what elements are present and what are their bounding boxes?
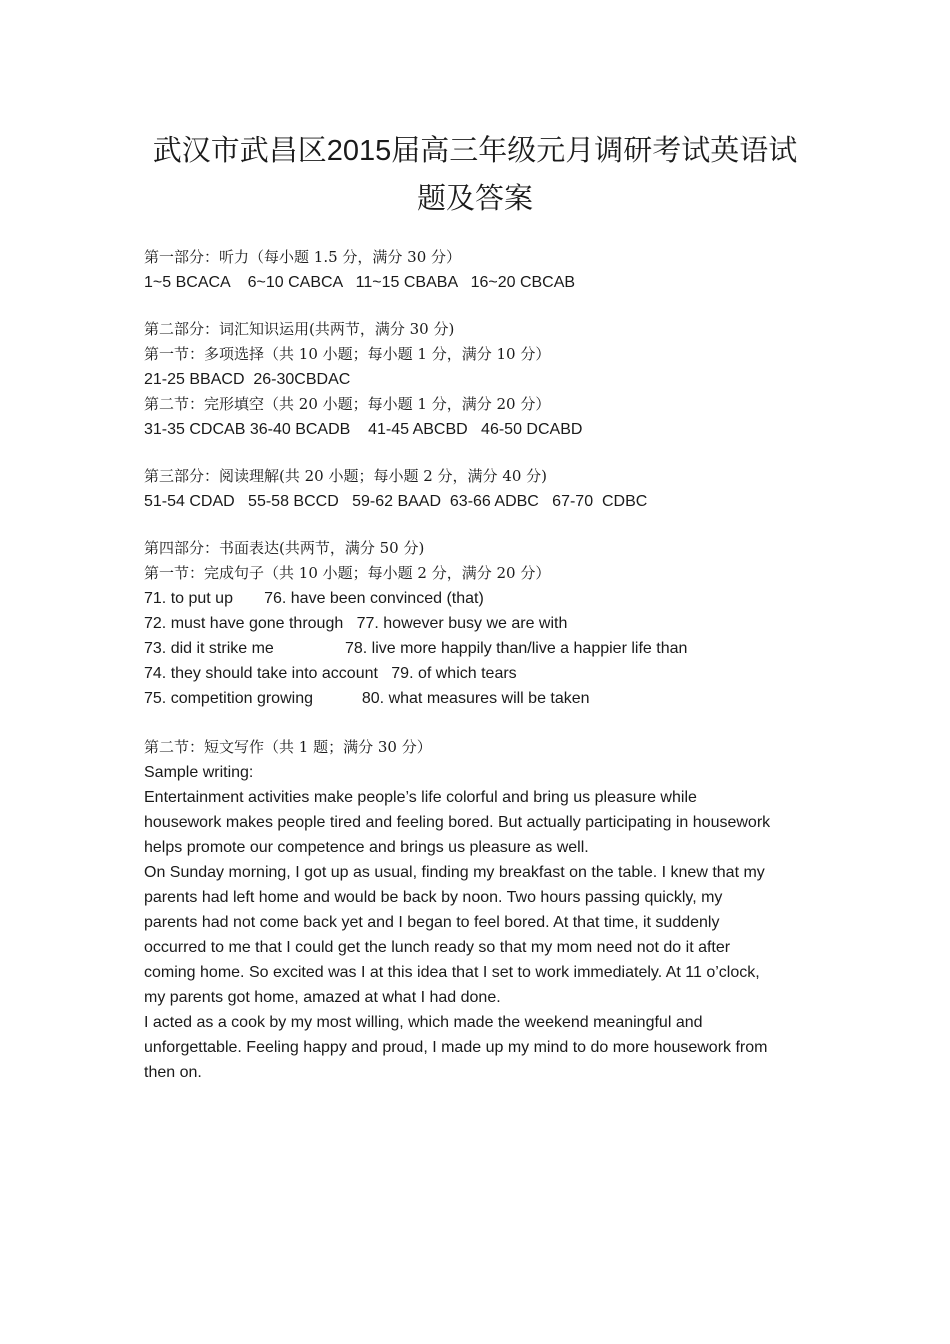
- essay-line: coming home. So excited was I at this idea that I set to work immediately. At 11 o’clock,: [144, 964, 760, 981]
- sample-writing-label: Sample writing:: [144, 764, 254, 781]
- part2-section1-heading: 第一节：多项选择（共 10 小题；每小题 1 分，满分 10 分）: [144, 345, 551, 363]
- sentence-answer-line: 74. they should take into account 79. of which tears: [144, 665, 517, 682]
- part4-section2-heading: 第二节：短文写作（共 1 题；满分 30 分）: [144, 738, 432, 756]
- essay-line: then on.: [144, 1064, 202, 1081]
- essay-line: parents had not come back yet and I began to feel bored. At that time, it suddenly: [144, 914, 720, 931]
- document-title-line-2: 题及答案: [416, 183, 533, 215]
- essay-line: I acted as a cook by my most willing, which made the weekend meaningful and: [144, 1014, 703, 1031]
- part3-heading: 第三部分：阅读理解(共 20 小题；每小题 2 分，满分 40 分): [144, 467, 548, 485]
- part4-section1-heading: 第一节：完成句子（共 10 小题；每小题 2 分，满分 20 分）: [144, 564, 551, 582]
- sentence-answer-line: 72. must have gone through 77. however busy we are with: [144, 615, 568, 632]
- part2-section2-heading: 第二节：完形填空（共 20 小题；每小题 1 分，满分 20 分）: [144, 395, 551, 413]
- part3-answers: 51-54 CDAD 55-58 BCCD 59-62 BAAD 63-66 ADBC 67-70 CDBC: [144, 493, 648, 510]
- document-title-line-1: 武汉市武昌区2015届高三年级元月调研考试英语试: [152, 135, 798, 167]
- part2-section1-answers: 21-25 BBACD 26-30CBDAC: [144, 371, 351, 388]
- essay-line: On Sunday morning, I got up as usual, finding my breakfast on the table. I knew that my: [144, 864, 765, 881]
- sentence-answer-line: 71. to put up 76. have been convinced (that): [144, 590, 484, 607]
- part1-heading: 第一部分：听力（每小题 1.5 分，满分 30 分）: [144, 248, 462, 266]
- part2-section2-answers: 31-35 CDCAB 36-40 BCADB 41-45 ABCBD 46-50 DCABD: [144, 421, 583, 438]
- essay-line: helps promote our competence and brings us pleasure as well.: [144, 839, 589, 856]
- essay-line: occurred to me that I could get the lunch ready so that my mom need not do it after: [144, 939, 731, 956]
- part4-heading: 第四部分：书面表达(共两节，满分 50 分): [144, 539, 425, 557]
- sentence-answer-line: 73. did it strike me 78. live more happily than/live a happier life than: [144, 640, 688, 657]
- essay-line: Entertainment activities make people’s life colorful and bring us pleasure while: [144, 789, 697, 806]
- sentence-answer-line: 75. competition growing 80. what measures will be taken: [144, 690, 590, 707]
- essay-line: unforgettable. Feeling happy and proud, I made up my mind to do more housework from: [144, 1039, 768, 1056]
- essay-line: parents had left home and would be back by noon. Two hours passing quickly, my: [144, 889, 723, 906]
- essay-line: my parents got home, amazed at what I had done.: [144, 989, 501, 1006]
- essay-line: housework makes people tired and feeling bored. But actually participating in housework: [144, 814, 771, 831]
- part2-heading: 第二部分：词汇知识运用(共两节，满分 30 分): [144, 320, 455, 338]
- part1-answers: 1~5 BCACA 6~10 CABCA 11~15 CBABA 16~20 CBCAB: [144, 274, 576, 291]
